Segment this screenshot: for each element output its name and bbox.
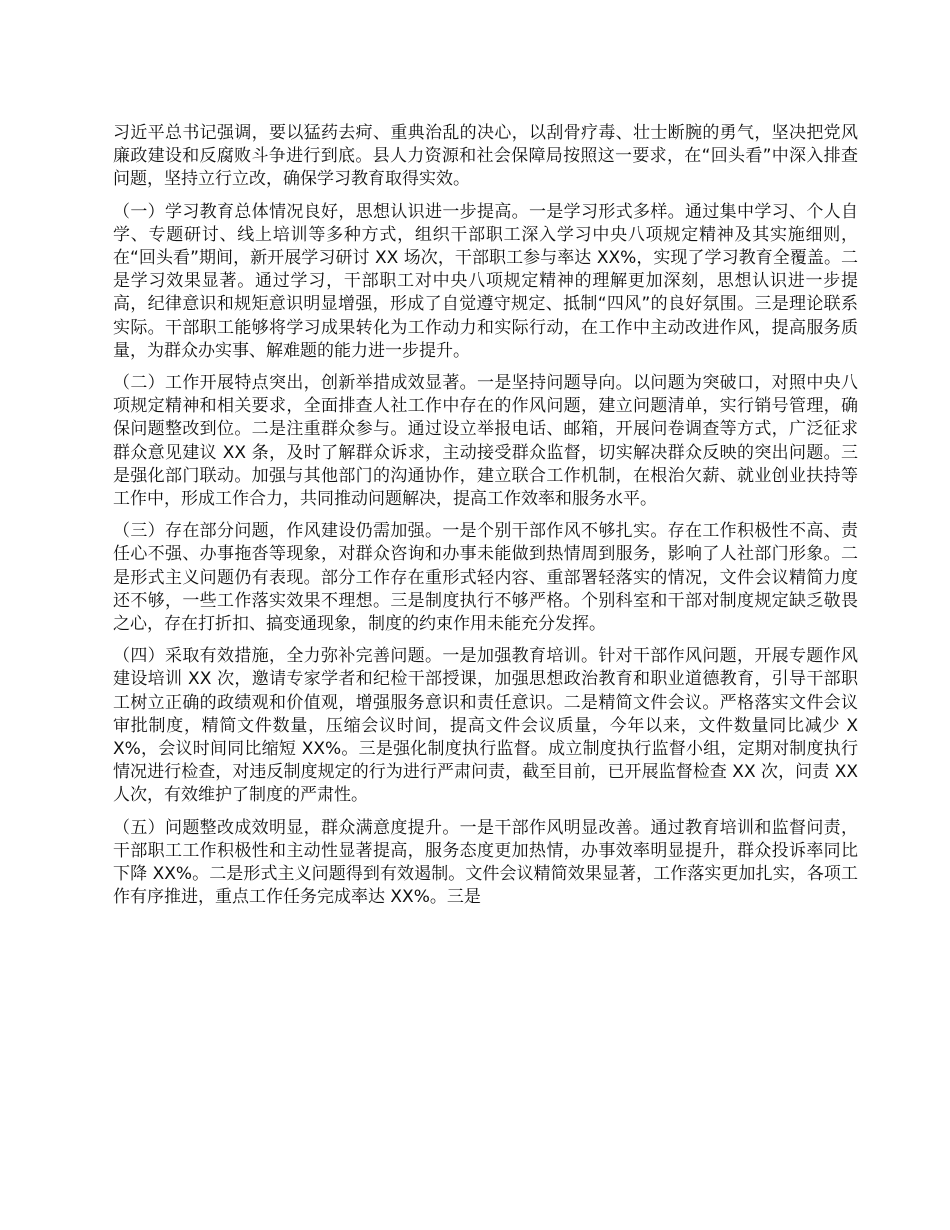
document-body [113, 122, 858, 919]
intro-paragraph: 习近平总书记强调，要以猛药去疴、重典治乱的决心，以刮骨疗毒、壮士断腕的勇气，坚决把党风廉政建设和反腐败斗争进行到底。县人力资源和社会保障局按照这一要求，在“回头看”中深入排查问题，坚持立行立改，确保学习教育取得实效。 [113, 123, 858, 190]
section-4-paragraph: （四）采取有效措施，全力弥补完善问题。一是加强教育培训。针对干部作风问题，开展专题作风建设培训 XX 次，邀请专家学者和纪检干部授课，加强思想政治教育和职业道德教育，引导干部职工树立正确的政绩观和价值观，增强服务意识和责任意识。二是精简文件会议。严格落实文件会议审批制度，精简文件数量，压缩会议时间，提高文件会议质量，今年以来，文件数量同比减少 XX%，会议时间同比缩短 XX%。三是强化制度执行监督。成立制度执行监督小组，定期对制度执行情况进行检查，对违反制度规定的行为进行严肃问责，截至目前，已开展监督检查 XX 次，问责 XX 人次，有效维护了制度的严肃性。 [113, 646, 858, 806]
section-5-paragraph: （五）问题整改成效明显，群众满意度提升。一是干部作风明显改善。通过教育培训和监督问责，干部职工工作积极性和主动性显著提高，服务态度更加热情，办事效率明显提升，群众投诉率同比下降 XX%。二是形式主义问题得到有效遏制。文件会议精简效果显著，工作落实更加扎实，各项工作有序推进，重点工作任务完成率达 XX%。三是 [113, 817, 858, 908]
section-2-paragraph: （二）工作开展特点突出，创新举措成效显著。一是坚持问题导向。以问题为突破口，对照中央八项规定精神和相关要求，全面排查人社工作中存在的作风问题，建立问题清单，实行销号管理，确保问题整改到位。二是注重群众参与。通过设立举报电话、邮箱，开展问卷调查等方式，广泛征求群众意见建议 XX 条，及时了解群众诉求，主动接受群众监督，切实解决群众反映的突出问题。三是强化部门联动。加强与其他部门的沟通协作，建立联合工作机制，在根治欠薪、就业创业扶持等工作中，形成工作合力，共同推动问题解决，提高工作效率和服务水平。 [113, 373, 858, 510]
section-3-paragraph: （三）存在部分问题，作风建设仍需加强。一是个别干部作风不够扎实。存在工作积极性不高、责任心不强、办事拖沓等现象，对群众咨询和办事未能做到热情周到服务，影响了人社部门形象。二是形式主义问题仍有表现。部分工作存在重形式轻内容、重部署轻落实的情况，文件会议精简力度还不够，一些工作落实效果不理想。三是制度执行不够严格。个别科室和干部对制度规定缺乏敬畏之心，存在打折扣、搞变通现象，制度的约束作用未能充分发挥。 [113, 521, 858, 635]
section-1-paragraph: （一）学习教育总体情况良好，思想认识进一步提高。一是学习形式多样。通过集中学习、个人自学、专题研讨、线上培训等多种方式，组织干部职工深入学习中央八项规定精神及其实施细则，在“回头看”期间，新开展学习研讨 XX 场次，干部职工参与率达 XX%，实现了学习教育全覆盖。二是学习效果显著。通过学习，干部职工对中央八项规定精神的理解更加深刻，思想认识进一步提高，纪律意识和规矩意识明显增强，形成了自觉遵守规定、抵制“四风”的良好氛围。三是理论联系实际。干部职工能够将学习成果转化为工作动力和实际行动，在工作中主动改进作风，提高服务质量，为群众办实事、解难题的能力进一步提升。 [113, 201, 858, 361]
